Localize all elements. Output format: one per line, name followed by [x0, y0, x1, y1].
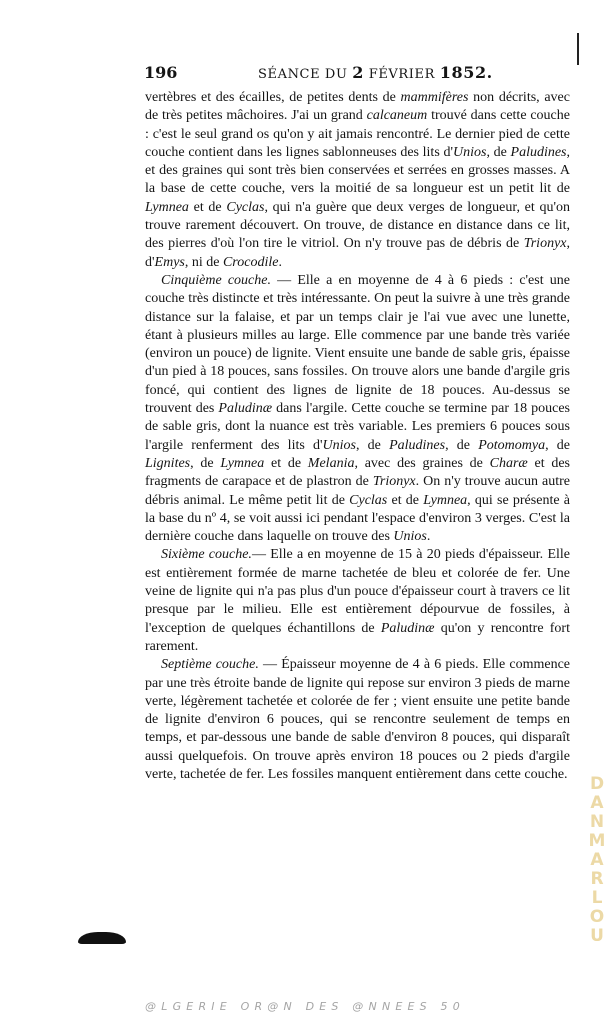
italic-term: Paludinæ	[380, 620, 435, 636]
body-text	[145, 89, 570, 784]
text-run: , de	[355, 437, 390, 453]
italic-term: Unios	[452, 144, 487, 160]
section-heading: Sixième couche.	[161, 547, 252, 563]
watermark-letter: U	[590, 926, 604, 946]
section-heading: Cinquième couche.	[161, 272, 271, 288]
text-run: et de	[387, 492, 424, 508]
italic-term: Charæ	[489, 455, 528, 471]
italic-term: Melania	[307, 455, 355, 471]
italic-term: Cyclas	[226, 199, 265, 215]
watermark-letter: O	[589, 907, 605, 927]
italic-term: Paludines	[510, 144, 567, 160]
side-watermark	[585, 775, 609, 946]
paragraph-continued	[145, 89, 570, 272]
text-run: et de	[264, 455, 308, 471]
text-run: , qui se présente à la base du nº 4, se voit aussi ici pendant l'espace d'environ 3 verges. C'est la dernière couche dans laquelle on trouve des	[145, 492, 570, 545]
paragraph-sixieme-couche	[145, 546, 570, 656]
text-run: non décrits, avec de très petites mâchoires. J'ai un grand	[145, 90, 570, 124]
text-run: — Elle a en moyenne de 15 à 20 pieds d'épaisseur. Elle est entièrement formée de marne tachetée de bleu et colorée de fer. Une veine de lignite qui n'a pas plus d'un pouce d'épaisseur court à travers ce lit presque par le milieu. Elle est entièrement dépourvue de fossiles, à l'exception de quelques échantillons de	[145, 547, 570, 636]
text-run: , de	[545, 437, 570, 453]
italic-term: Trionyx	[523, 236, 567, 252]
italic-term: Crocodile	[222, 254, 279, 270]
text-run: . On n'y trouve aucun autre débris animal. Le même petit lit de	[145, 474, 570, 508]
italic-term: Trionyx	[372, 474, 416, 490]
text-run: , et des graines qui sont très bien conservées et serrées en grosses masses. A la base de cette couche, vers la moitié de sa longueur est un petit lit de	[145, 144, 571, 197]
italic-term: Lignites	[145, 455, 191, 471]
text-run: , avec des graines de	[354, 455, 490, 471]
text-run: , ni de	[184, 254, 223, 270]
paragraph-septieme-couche	[145, 656, 570, 784]
italic-term: calcaneum	[366, 108, 428, 124]
watermark-letter: N	[589, 812, 605, 832]
text-run: — Épaisseur moyenne de 4 à 6 pieds. Elle commence par une très étroite bande de lignite qui repose sur environ 3 pieds de marne verte, légèrement tachetée et colorée de fer ; vient ensuite une petite bande de lignite d'environ 6 pouces, qui se rencontre seulement de temps en temps, et par-dessous une bande de sable d'environ 8 pouces, qui disparaît aussi quelquefois. On trouve après environ 18 pouces ou 2 pieds d'argile verte, tachetée de fer. Les fossiles manquent entièrement dans cette couche.	[145, 657, 570, 782]
text-run: , d'	[145, 236, 570, 270]
running-title-month: FÉVRIER	[363, 67, 440, 82]
ink-blot	[78, 932, 126, 944]
italic-term: Emys	[154, 254, 185, 270]
section-heading: Septième couche.	[161, 657, 259, 673]
italic-term: Lymnea	[145, 199, 189, 215]
text-run: , de	[486, 144, 511, 160]
text-run: dans l'argile. Cette couche se termine par 18 pouces de sable gris, dont la nuance est très variable. Les premiers 6 pouces sous l'argile renferment des lits d'	[145, 401, 570, 453]
text-run: qu'on y rencontre fort rarement.	[145, 620, 570, 654]
running-title-prefix: SÉANCE DU	[258, 67, 353, 82]
footer-watermark: @LGERIE OR@N DES @NNEES 50	[145, 1000, 465, 1013]
page-edge-mark	[577, 33, 579, 65]
text-run: .	[278, 254, 282, 270]
italic-term: Unios	[322, 437, 356, 453]
watermark-letter: R	[590, 869, 604, 889]
text-run: et de	[188, 199, 227, 215]
italic-term: Potomomya	[478, 437, 546, 453]
text-run: .	[426, 529, 431, 545]
watermark-letter: L	[591, 888, 603, 908]
italic-term: Lymnea	[423, 492, 468, 508]
italic-term: Paludinæ	[218, 401, 273, 417]
text-run: — Elle a en moyenne de 4 à 6 pieds : c'est une couche très distincte et très intéressante. On peut la suivre à une très grande distance sur la falaise, et par un temps clair je l'ai vue avec une lunette, étant à plusieurs milles au large. Elle commence par une bande très variée (environ un pouce) de lignite. Vient ensuite une bande de sable gris, épaisse d'un pied à 18 pouces, sans fossiles. On trouve alors une bande d'argile gris foncé, qui contient des lignes de lignite de 18 pouces. Au-dessus se trouvent des	[145, 272, 570, 417]
running-title-day: 2	[352, 63, 364, 82]
text-run: , qui n'a guère que deux verges de longueur, et qu'on trouve rarement découvert. On trouve, de distance en distance dans ce lit, des pierres d'où l'on tire le vitriol. On n'y trouve pas de débris de	[145, 199, 570, 252]
text-run: et des fragments de carapace et de plastron de	[145, 455, 570, 490]
watermark-letter: D	[589, 774, 605, 794]
italic-term: Paludines	[389, 437, 446, 453]
page-number: 196	[144, 63, 178, 82]
page-header	[144, 63, 570, 85]
running-title	[258, 63, 493, 82]
italic-term: Lymnea	[220, 455, 265, 471]
text-run: vertèbres et des écailles, de petites dents de	[145, 90, 401, 105]
watermark-letter: A	[590, 793, 604, 813]
text-run: trouvé dans cette couche : c'est le seul grand os qu'on y ait jamais rencontré. Le dernier pied de cette couche contient dans les lignes sablonneuses des lits d'	[145, 108, 570, 160]
watermark-letter: M	[588, 831, 606, 851]
text-run: , de	[190, 455, 221, 471]
italic-term: Cyclas	[349, 492, 388, 508]
paragraph-cinquieme-couche	[145, 272, 570, 546]
watermark-letter: A	[590, 850, 604, 870]
italic-term: Unios	[393, 529, 427, 545]
text-run: , de	[445, 437, 479, 453]
italic-term: mammifères	[400, 90, 469, 105]
running-title-year: 1852.	[439, 63, 493, 82]
